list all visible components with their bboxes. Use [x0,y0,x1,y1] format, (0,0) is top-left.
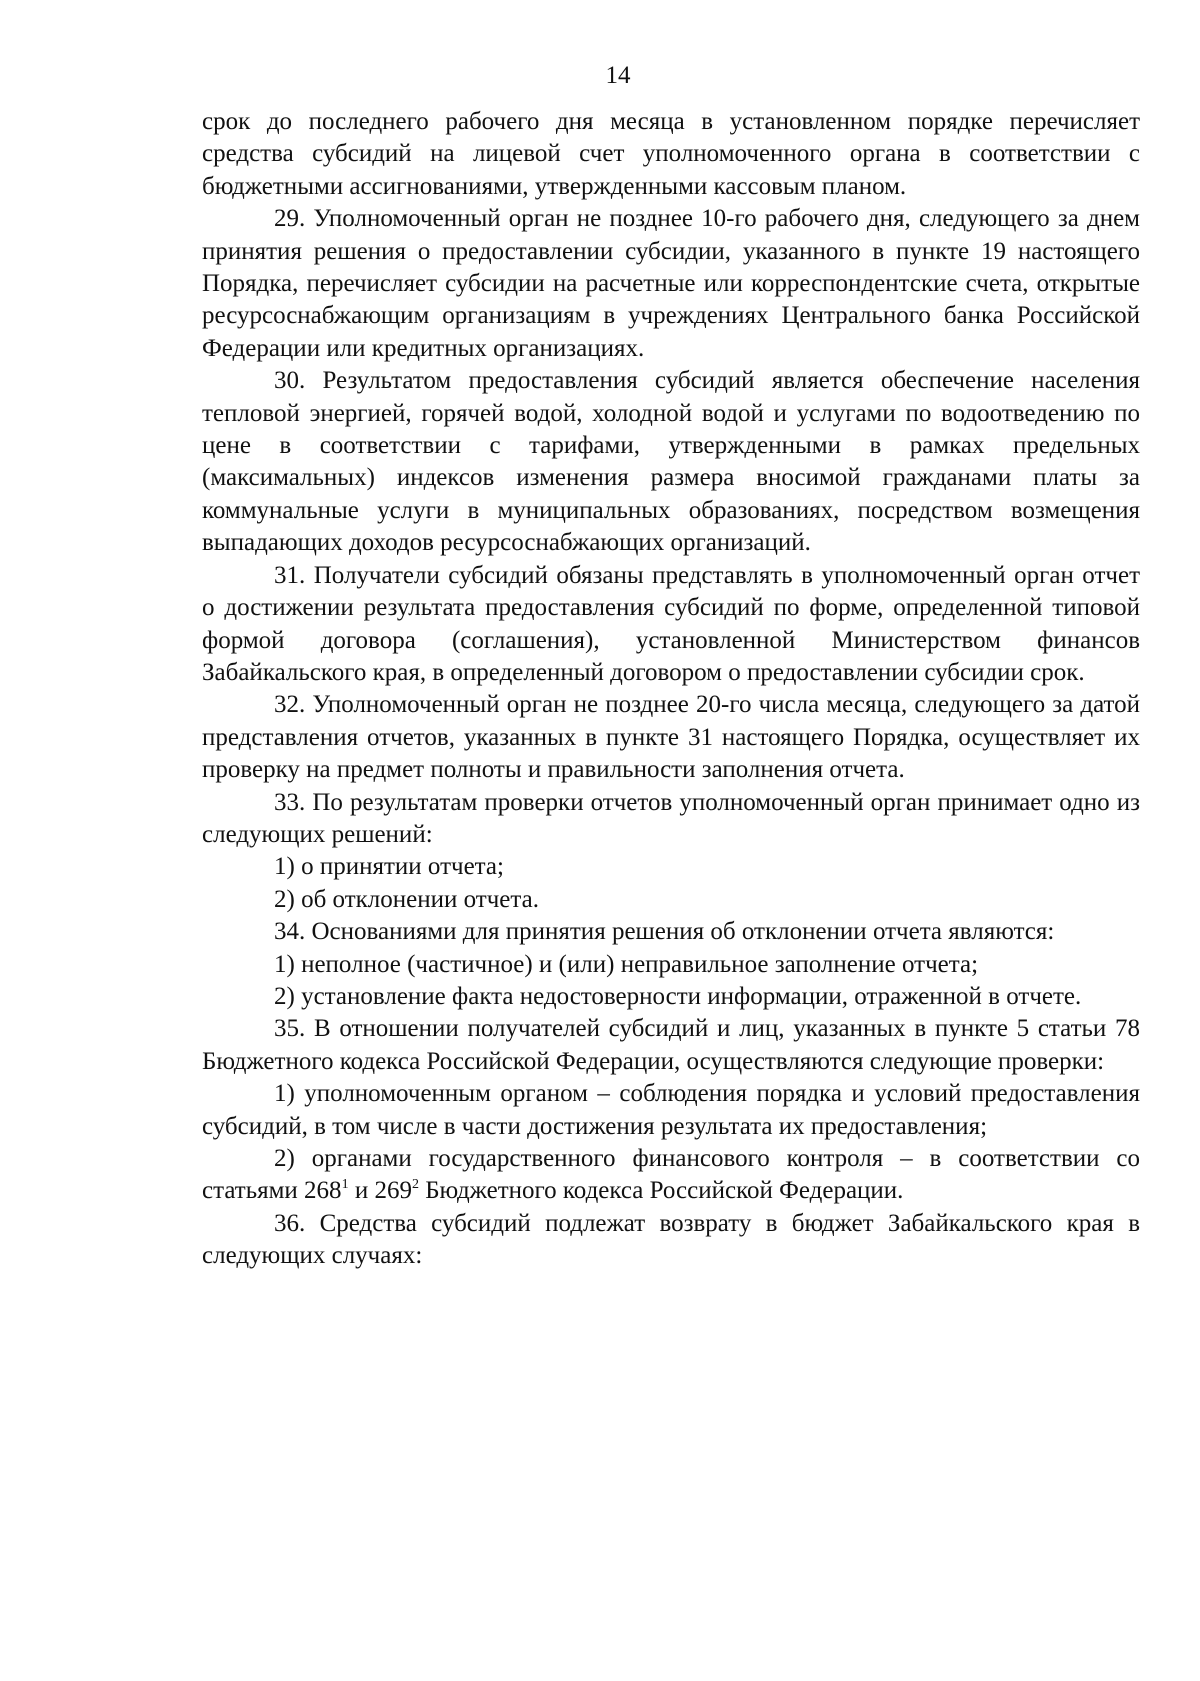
paragraph-34: 34. Основаниями для принятия решения об отклонении отчета являются: [274,918,1055,946]
paragraph-continuation: срок до последнего рабочего дня месяца в установленном порядке перечисляет средства субсидий на лицевой счет уполномоченного органа в соответствии с бюджетными ассигнованиями, утвержденными кассовым планом. [202,108,1140,200]
paragraph-32: 32. Уполномоченный орган не позднее 20-го числа месяца, следующего за датой представления отчетов, указанных в пункте 31 настоящего Порядка, осуществляет их проверку на предмет полноты и правильности заполнения отчета. [202,691,1140,784]
paragraph-36: 36. Средства субсидий подлежат возврату в бюджет Забайкальского края в следующих случаях: [202,1209,1140,1270]
list-item-35-1: 1) уполномоченным органом – соблюдения порядка и условий предоставления субсидий, в том числе в части достижения результата их предоставления; [202,1080,1140,1140]
paragraph-35: 35. В отношении получателей субсидий и лиц, указанных в пункте 5 статьи 78 Бюджетного кодекса Российской Федерации, осуществляются следующие проверки: [202,1015,1140,1075]
list-item-34-2: 2) установление факта недостоверности информации, отраженной в отчете. [274,982,1082,1010]
paragraph-33: 33. По результатам проверки отчетов уполномоченный орган принимает одно из следующих решений: [202,788,1140,848]
paragraph-31: 31. Получатели субсидий обязаны представлять в уполномоченный орган отчет о достижении результата предоставления субсидий по форме, определенной типовой формой договора (соглашения), установленной Министерством финансов Забайкальского края, в определенный договором о предоставлении субсидии срок. [202,561,1140,686]
paragraph-30: 30. Результатом предоставления субсидий является обеспечение населения тепловой энергией, горячей водой, холодной водой и услугами по водоотведению по цене в соответствии с тарифами, утвержденными в рамках предельных (максимальных) индексов изменения размера вносимой гражданами платы за коммунальные услуги в муниципальных образованиях, посредством возмещения выпадающих доходов ресурсоснабжающих организаций. [202,367,1140,557]
superscript-2: 2 [411,1177,419,1193]
list-item-35-2-text-c: Бюджетного кодекса Российской Федерации. [418,1177,904,1205]
list-item-35-2-text-b: и 269 [348,1177,412,1205]
list-item-35-2 [202,1143,1140,1208]
paragraph-29: 29. Уполномоченный орган не позднее 10-го рабочего дня, следующего за днем принятия решения о предоставлении субсидии, указанного в пункте 19 настоящего Порядка, перечисляет субсидии на расчетные или корреспондентские счета, открытые ресурсоснабжающим организациям в учреждениях Центрального банка Российской Федерации или кредитных организациях. [202,205,1140,362]
page-number: 14 [605,62,631,89]
document-body [202,106,1140,1273]
list-item-34-1: 1) неполное (частичное) и (или) неправильное заполнение отчета; [274,950,979,978]
list-item-33-2: 2) об отклонении отчета. [274,885,539,913]
superscript-1: 1 [341,1177,349,1193]
list-item-35-2-text-a: 2) органами государственного финансового контроля – в соответствии со статьями 268 [202,1145,1140,1205]
list-item-33-1: 1) о принятии отчета; [274,853,504,881]
